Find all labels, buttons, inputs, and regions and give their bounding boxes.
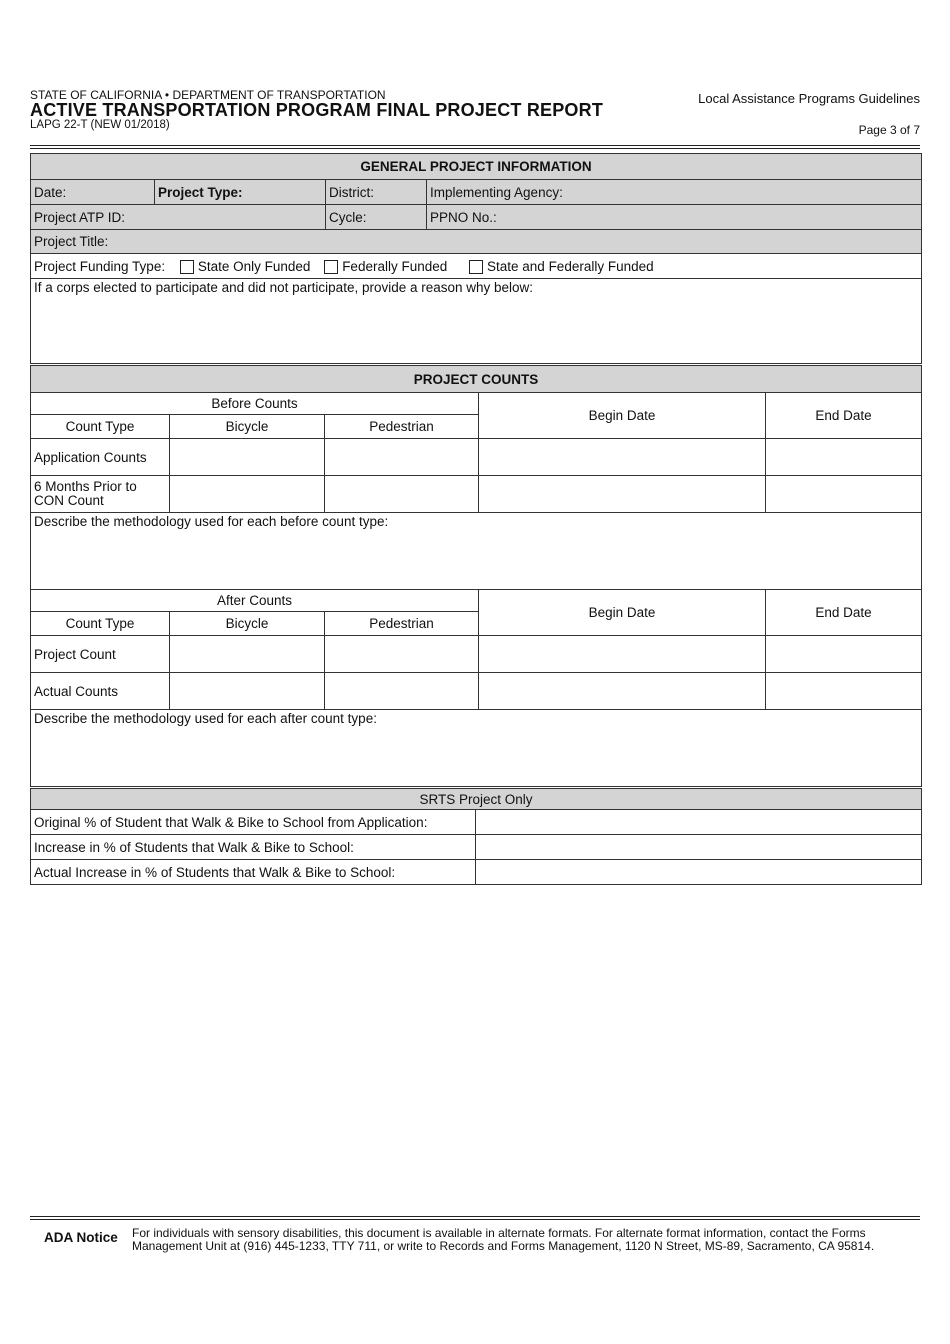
implementing-agency-field[interactable] <box>427 180 922 205</box>
state-only-label: State Only Funded <box>197 258 311 274</box>
actual-counts-label: Actual Counts <box>31 673 170 710</box>
srts-increase-label: Increase in % of Students that Walk & Bike to School: <box>31 835 476 860</box>
after-pedestrian-header: Pedestrian <box>325 612 479 636</box>
project-title-field[interactable] <box>31 230 922 254</box>
srts-heading: SRTS Project Only <box>31 789 922 810</box>
implementing-agency-label: Implementing Agency: <box>430 184 563 200</box>
district-field[interactable] <box>326 180 427 205</box>
atp-id-label: Project ATP ID: <box>34 209 126 225</box>
srts-original-input[interactable] <box>476 810 922 835</box>
prior-con-end-date-input[interactable] <box>766 476 922 513</box>
srts-actual-increase-input[interactable] <box>476 860 922 885</box>
before-pedestrian-header: Pedestrian <box>325 415 479 439</box>
guidelines-label: Local Assistance Programs Guidelines <box>698 91 920 106</box>
application-counts-label: Application Counts <box>31 439 170 476</box>
project-counts-heading: PROJECT COUNTS <box>31 366 922 393</box>
after-count-type-header: Count Type <box>31 612 170 636</box>
srts-actual-increase-label: Actual Increase in % of Students that Walk & Bike to School: <box>31 860 476 885</box>
before-count-type-header: Count Type <box>31 415 170 439</box>
before-begin-date-header: Begin Date <box>479 393 766 439</box>
form-id: LAPG 22-T (NEW 01/2018) <box>30 119 170 131</box>
header-rule-top <box>30 145 920 146</box>
srts-original-label: Original % of Student that Walk & Bike to School from Application: <box>31 810 476 835</box>
date-field[interactable] <box>31 180 155 205</box>
project-counts-table <box>30 365 922 787</box>
federally-funded-label: Federally Funded <box>342 258 448 274</box>
before-end-date-header: End Date <box>766 393 922 439</box>
prior-con-count-label: 6 Months Prior to CON Count <box>31 476 170 513</box>
application-pedestrian-input[interactable] <box>325 439 479 476</box>
ada-notice-label: ADA Notice <box>44 1230 118 1245</box>
page-number: Page 3 of 7 <box>858 123 920 137</box>
footer-rule-top <box>30 1216 920 1217</box>
application-end-date-input[interactable] <box>766 439 922 476</box>
state-federal-checkbox[interactable] <box>469 260 483 274</box>
srts-table <box>30 788 922 885</box>
atp-id-field[interactable] <box>31 205 326 230</box>
ppno-field[interactable] <box>427 205 922 230</box>
corps-reason-label: If a corps elected to participate and did not participate, provide a reason why below: <box>34 280 534 295</box>
footer-rule-bottom <box>30 1219 920 1220</box>
header-rule-bottom <box>30 148 920 149</box>
ppno-label: PPNO No.: <box>430 209 497 225</box>
after-counts-heading: After Counts <box>31 590 479 612</box>
prior-con-begin-date-input[interactable] <box>479 476 766 513</box>
project-count-pedestrian-input[interactable] <box>325 636 479 673</box>
project-title-label: Project Title: <box>34 234 109 249</box>
after-end-date-header: End Date <box>766 590 922 636</box>
application-bicycle-input[interactable] <box>170 439 325 476</box>
date-label: Date: <box>34 184 67 200</box>
before-counts-heading: Before Counts <box>31 393 479 415</box>
project-count-label: Project Count <box>31 636 170 673</box>
project-count-end-date-input[interactable] <box>766 636 922 673</box>
actual-begin-date-input[interactable] <box>479 673 766 710</box>
actual-bicycle-input[interactable] <box>170 673 325 710</box>
actual-pedestrian-input[interactable] <box>325 673 479 710</box>
actual-end-date-input[interactable] <box>766 673 922 710</box>
district-label: District: <box>329 184 374 200</box>
prior-con-pedestrian-input[interactable] <box>325 476 479 513</box>
prior-con-bicycle-input[interactable] <box>170 476 325 513</box>
federally-funded-checkbox[interactable] <box>324 260 338 274</box>
application-begin-date-input[interactable] <box>479 439 766 476</box>
srts-increase-input[interactable] <box>476 835 922 860</box>
ada-notice-text: For individuals with sensory disabilities, this document is available in alternate formats. For alternate format information, contact the Forms Management Unit at (916) 445-1233, TTY 711, or write to Records and Forms Management, 1120 N Street, MS-89, Sacramento, CA 95814. <box>132 1226 875 1253</box>
funding-type-label: Project Funding Type: <box>34 258 166 274</box>
after-methodology-label: Describe the methodology used for each after count type: <box>34 711 377 726</box>
project-type-label: Project Type: <box>158 184 243 200</box>
after-methodology-field[interactable] <box>31 710 922 787</box>
general-info-heading: GENERAL PROJECT INFORMATION <box>31 154 922 180</box>
state-federal-label: State and Federally Funded <box>487 258 654 274</box>
before-methodology-field[interactable] <box>31 513 922 590</box>
project-type-field[interactable] <box>155 180 326 205</box>
cycle-label: Cycle: <box>329 209 367 225</box>
project-count-bicycle-input[interactable] <box>170 636 325 673</box>
before-bicycle-header: Bicycle <box>170 415 325 439</box>
corps-reason-field[interactable] <box>31 279 922 364</box>
cycle-field[interactable] <box>326 205 427 230</box>
project-count-begin-date-input[interactable] <box>479 636 766 673</box>
form-title: ACTIVE TRANSPORTATION PROGRAM FINAL PROJECT REPORT <box>30 100 604 120</box>
general-info-table <box>30 153 922 364</box>
funding-type-row <box>31 254 922 279</box>
after-begin-date-header: Begin Date <box>479 590 766 636</box>
before-methodology-label: Describe the methodology used for each before count type: <box>34 514 389 529</box>
agency-line: STATE OF CALIFORNIA • DEPARTMENT OF TRANSPORTATION <box>30 88 386 102</box>
after-bicycle-header: Bicycle <box>170 612 325 636</box>
state-only-checkbox[interactable] <box>180 260 194 274</box>
